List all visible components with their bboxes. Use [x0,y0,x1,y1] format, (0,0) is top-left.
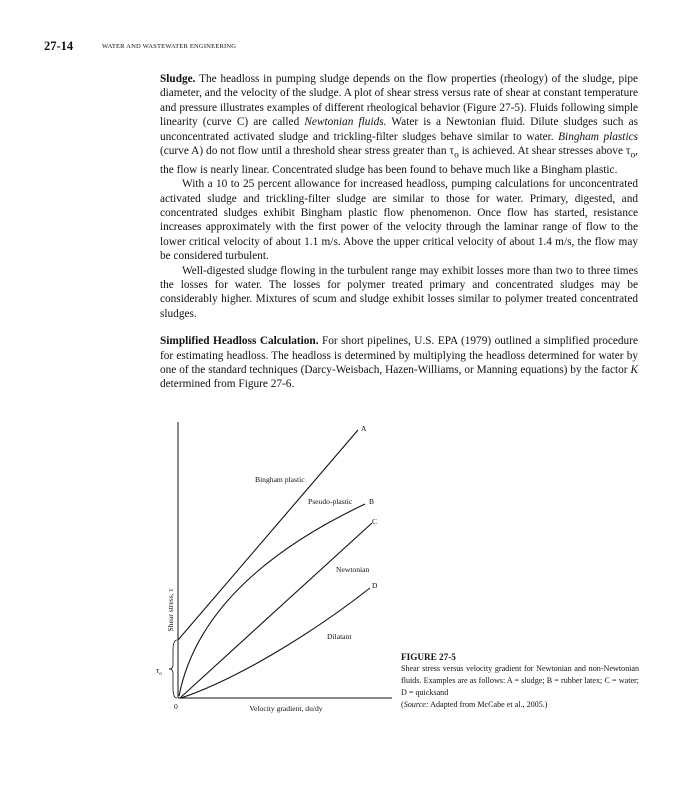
simplified-text-a: For short pipelines, U.S. EPA (1979) outlined a simplified procedure for estimating headloss. The headloss is determined by multiplying the headloss determined for water by one of the standard techniques (Darcy-Weisbach, Hazen-Williams, or Manning equations) by the factor [160,335,638,376]
origin-label: 0 [174,702,178,711]
curve-label-d: D [372,581,378,590]
tau-subscript: o [630,150,636,161]
curve-c-newtonian [180,523,372,698]
figure-number: FIGURE 27-5 [401,652,456,662]
figure-caption [401,651,639,711]
factor-k: K [630,363,638,376]
curve-label-c: C [372,517,378,526]
tau-o-subscript: o [159,671,162,677]
sludge-heading: Sludge. [160,73,196,85]
running-head: WATER AND WASTEWATER ENGINEERING [102,43,237,50]
sludge-p1-part-c: (curve A) do not flow until a threshold shear stress greater than τ [160,145,455,158]
curve-label-b: B [369,497,375,506]
sludge-p1-part-a: The headloss in pumping sludge depends on the flow properties (rheology) of the sludge, pipe diameter, and the velocity of the sludge. A plot of shear stress versus rate of shear at constant temperature and pressure illustrates examples of different rheological behavior (Figure 27-5). Fluids following simple linearity (curve C) are called [160,73,638,129]
tau-subscript: o [454,150,459,161]
tau-symbol: τ [156,666,160,675]
sludge-paragraph-2: With a 10 to 25 percent allowance for increased headloss, pumping calculations for unconcentrated activated sludge and trickling-filter sludge are similar to those for water. Primary, digested, and concentrated sludges exhibit Bingham plastic flow phenomenon. Once flow has started, resistance increases approximately with the first power of the velocity through the laminar range of flow to the lower critical velocity of about 1.1 m/s. Above the upper critical velocity of about 1.4 m/s, the flow may be considered turbulent. [160,178,638,263]
sludge-paragraph-1 [160,72,638,177]
simplified-paragraph [160,334,638,392]
sludge-p1-part-e: , the flow is nearly linear. Concentrated sludge has been found to behave much like a Bingham plastic. [160,145,638,176]
x-axis-label: Velocity gradient, du/dy [249,704,323,713]
curve-a-bingham-plastic [178,430,358,640]
sludge-paragraph-3: Well-digested sludge flowing in the turbulent range may exhibit losses more than two to three times the losses for water. The losses for polymer treated primary and concentrated sludges may be considerably higher. Mixtures of scum and sludge exhibit losses similar to polymer treated concentrated sludges. [160,264,638,320]
source-text: Adapted from McCabe et al., 2005.) [428,700,548,709]
rheology-plot [156,410,400,720]
figure-caption-text: Shear stress versus velocity gradient for Newtonian and non-Newtonian fluids. Examples are as follows: A = sludge; B = rubber latex; C = water; D = quicksand [401,664,639,697]
simplified-text-b: determined from Figure 27-6. [160,378,295,391]
y-axis-label: Shear stress, τ [166,588,175,632]
page-number: 27-14 [44,39,74,53]
sludge-p1-part-b: Water is a Newtonian fluid. Dilute sludges such as unconcentrated activated sludge and trickling-filter sludges behave similar to water. [160,116,638,143]
source-label: Source: [403,700,429,709]
bingham-plastic-label: Bingham plastic [255,475,305,484]
simplified-heading: Simplified Headloss Calculation. [160,335,319,348]
curve-b-pseudo-plastic [179,504,365,696]
term-newtonian-fluids: Newtonian fluids. [304,116,387,129]
curve-d-dilatant [181,588,370,698]
figure-source: (Source: Adapted from McCabe et al., 2005.) [401,700,548,709]
tau-o-brace [169,640,177,698]
body-text [160,72,638,392]
dilatant-label: Dilatant [327,632,352,641]
pseudo-plastic-label: Pseudo-plastic [308,497,353,506]
curve-label-a: A [361,424,367,433]
newtonian-label: Newtonian [336,565,370,574]
sludge-p1-part-d: is achieved. At shear stresses above τ [458,145,631,158]
tau-o-label [156,666,162,677]
term-bingham-plastics: Bingham plastics [558,130,638,143]
figure-27-5 [156,410,400,725]
